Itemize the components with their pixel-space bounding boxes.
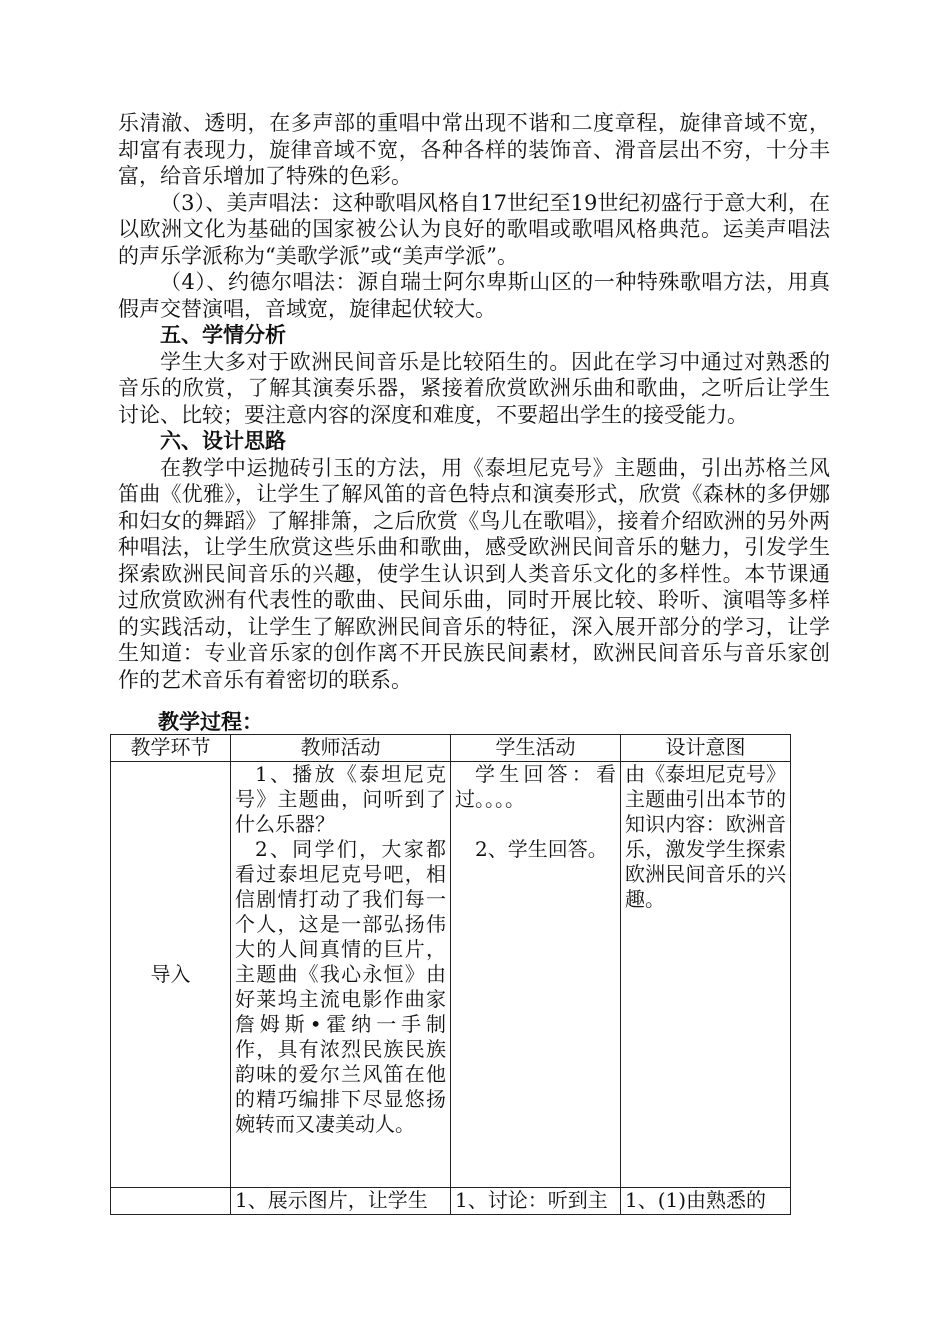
cell-design-intent: 由《泰坦尼克号》主题曲引出本节的知识内容：欧洲音乐，激发学生探索欧洲民间音乐的兴趣。 <box>621 762 791 1188</box>
cell-student-activity <box>451 762 621 1188</box>
table-row <box>111 762 791 1188</box>
teacher-activity-2: 2、同学们，大家都看过泰坦尼克号吧，相信剧情打动了我们每一个人，这是一部弘扬伟大的人间真情的巨片，主题曲《我心永恒》由好莱坞主流电影作曲家詹姆斯•霍纳一手制作，具有浓烈民族民族韵味的爱尔兰风笛在他的精巧编排下尽显悠扬婉转而又凄美动人。 <box>235 837 446 1136</box>
cell-design-intent: 1、(1)由熟悉的 <box>621 1188 791 1215</box>
section-heading-learner-analysis: 五、学情分析 <box>160 323 286 347</box>
section-heading-design-ideas: 六、设计思路 <box>160 429 286 453</box>
paragraph-continued: 乐清澈、透明，在多声部的重唱中常出现不谐和二度章程，旋律音域不宽，却富有表现力，旋律音域不宽，各种各样的装饰音、滑音层出不穷，十分丰富，给音乐增加了特殊的色彩。 <box>118 111 830 188</box>
cell-stage: 导入 <box>111 762 231 1188</box>
teaching-process-title: 教学过程： <box>158 710 263 734</box>
cell-teacher-activity: 1、展示图片，让学生 <box>231 1188 451 1215</box>
table-header-row <box>111 735 791 762</box>
document-body <box>118 110 830 693</box>
cell-teacher-activity <box>231 762 451 1188</box>
teaching-process-table <box>110 734 791 1215</box>
table-row <box>111 1188 791 1215</box>
spacer <box>455 812 616 837</box>
teacher-activity-1: 1、播放《泰坦尼克号》主题曲，问听到了什么乐器？ <box>235 762 446 836</box>
paragraph-bel-canto: （3）、美声唱法：这种歌唱风格自17世纪至19世纪初盛行于意大利，在以欧洲文化为基础的国家被公认为良好的歌唱或歌唱风格典范。运美声唱法的声乐学派称为“美歌学派”或“美声学派”。 <box>118 190 830 268</box>
paragraph-design-ideas: 在教学中运抛砖引玉的方法，用《泰坦尼克号》主题曲，引出苏格兰风笛曲《优雅》，让学生了解风笛的音色特点和演奏形式，欣赏《森林的多伊娜和妇女的舞蹈》了解排箫，之后欣赏《鸟儿在歌唱》，接着介绍欧洲的另外两种唱法，让学生欣赏这些乐曲和歌曲，感受欧洲民间音乐的魅力，引发学生探索欧洲民间音乐的兴趣，使学生认识到人类音乐文化的多样性。本节课通过欣赏欧洲有代表性的歌曲、民间乐曲，同时开展比较、聆听、演唱等多样的实践活动，让学生了解欧洲民间音乐的特征，深入展开部分的学习，让学生知道：专业音乐家的创作离不开民族民间素材，欧洲民间音乐与音乐家创作的艺术音乐有着密切的联系。 <box>118 455 830 692</box>
cell-stage <box>111 1188 231 1215</box>
column-header-intent: 设计意图 <box>621 735 791 762</box>
column-header-stage: 教学环节 <box>111 735 231 762</box>
column-header-teacher: 教师活动 <box>231 735 451 762</box>
student-activity-1: 学生回答：看过。。。。 <box>455 762 616 811</box>
cell-student-activity: 1、讨论：听到主 <box>451 1188 621 1215</box>
student-activity-2: 2、学生回答。 <box>475 837 608 861</box>
paragraph-learner-analysis: 学生大多对于欧洲民间音乐是比较陌生的。因此在学习中通过对熟悉的音乐的欣赏，了解其演奏乐器，紧接着欣赏欧洲乐曲和歌曲，之听后让学生讨论、比较；要注意内容的深度和难度，不要超出学生的接受能力。 <box>118 349 830 427</box>
column-header-student: 学生活动 <box>451 735 621 762</box>
paragraph-yodel: （4）、约德尔唱法：源自瑞士阿尔卑斯山区的一种特殊歌唱方法，用真假声交替演唱，音域宽，旋律起伏较大。 <box>118 270 830 321</box>
